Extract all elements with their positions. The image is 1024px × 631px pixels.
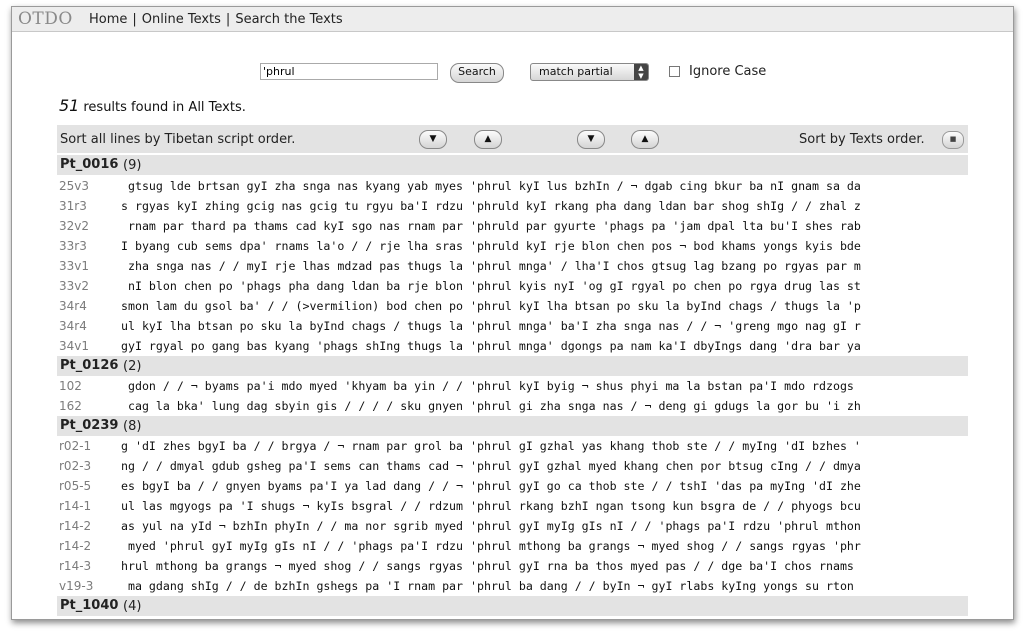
line-reference-link[interactable]: 33v2 [59,279,90,293]
results-summary [59,96,246,115]
kwic-line: es bgyI ba / / gnyen byams pa'I ya lad dang / / ¬ 'phrul gyI go ca thob ste / / tshI 'das pa myIng 'dI zhe [121,479,861,493]
kwic-line: ul las mgyogs pa 'I shugs ¬ kyIs bsgral / / rdzum 'phrul rkang bzhI ngan tsong kun bsgra de / / phyogs bcu [121,499,861,513]
search-button[interactable]: Search [450,63,504,83]
result-row [59,516,967,536]
text-group-header [57,596,968,616]
line-reference-link[interactable]: r02-1 [59,439,92,453]
line-reference-link[interactable]: r14-1 [59,499,92,513]
kwic-line: as yul na yId ¬ bzhIn phyIn / / ma nor sgrib myed 'phrul gyI myIg gIs nI / / 'phags pa'I rdzu 'phrul mthon [121,519,861,533]
nav-search-texts-link[interactable]: Search the Texts [235,12,343,27]
result-row [59,316,967,336]
result-row [59,276,967,296]
kwic-line: s rgyas kyI zhing gcig nas gcig tu rgyu ba'I rdzu 'phruld kyI rkang pha dang ldan bar shog shIg / / zhal z [121,199,861,213]
group-name[interactable]: Pt_0239 [60,418,119,433]
nav-separator: | [132,12,137,27]
result-row [59,436,967,456]
kwic-line: gyI rgyal po gang bas kyang 'phags shIng thugs la 'phrul mnga' dgongs pa nam ka'I dbyIngs dang 'dra bar ya [121,339,861,353]
result-row [59,256,967,276]
sort-right-context-descending-button[interactable]: ▼ [577,130,605,149]
search-input[interactable] [260,63,438,80]
line-reference-link[interactable]: 31r3 [59,199,87,213]
line-reference-link[interactable]: 25v3 [59,179,90,193]
text-group-header [57,155,968,175]
result-row [59,496,967,516]
sort-bar [57,125,968,153]
result-row [59,336,967,356]
kwic-line: cag la bka' lung dag sbyin gis / / / / sku gnyen 'phrul gi zha snga nas / ¬ deng gi gdugs la gor bu 'i zh [121,399,861,413]
nav-separator: | [225,12,231,27]
match-mode-value: match partial [539,65,613,78]
text-group-header [57,416,968,436]
line-reference-link[interactable]: 32v2 [59,219,90,233]
result-row [59,556,967,576]
kwic-line: myed 'phrul gyI myIg gIs nI / / 'phags pa'I rdzu 'phrul mthong ba grangs ¬ myed shog / / sangs rgyas 'phr [121,539,861,553]
line-reference-link[interactable]: 33v1 [59,259,90,273]
kwic-line: ul kyI lha btsan po sku la byInd chags / thugs la 'phrul mnga' ba'I zha snga nas / / ¬ 'greng mgo nag gI r [121,319,861,333]
sort-right-context-ascending-button[interactable]: ▲ [631,130,659,149]
result-row [59,536,967,556]
sort-left-context-descending-button[interactable]: ▼ [419,130,447,149]
kwic-line: rnam par thard pa thams cad kyI sgo nas rnam par 'phruld par gyurte 'phags pa 'jam dpal lta bu'I shes rab [121,219,861,233]
line-reference-link[interactable]: 34r4 [59,319,87,333]
kwic-line: zha snga nas / / myI rje lhas mdzad pas thugs la 'phrul mnga' / lha'I chos gtsug lag bzang po rgyas par m [121,259,861,273]
ignore-case-label: Ignore Case [689,64,767,79]
kwic-line: I byang cub sems dpa' rnams la'o / / rje lha sras 'phruld kyI rje blon chen pos ¬ bod khams yongs kyis bde [121,239,861,253]
sort-texts-order-button[interactable]: ■ [942,131,964,149]
group-count: (2) [123,359,142,374]
nav-online-texts-link[interactable]: Online Texts [141,12,221,27]
nav-home-link[interactable]: Home [89,12,128,27]
select-arrows-icon: ▲ ▼ [634,64,648,80]
result-row [59,296,967,316]
sort-left-context-ascending-button[interactable]: ▲ [474,130,502,149]
result-row [59,396,967,416]
main-nav [89,12,343,27]
results-count: 51 [59,96,80,115]
result-row [59,376,967,396]
group-name[interactable]: Pt_0016 [60,157,119,172]
match-mode-select[interactable] [530,63,649,81]
result-row [59,216,967,236]
otdo-logo[interactable]: OTDO [18,9,73,29]
line-reference-link[interactable]: r02-3 [59,459,92,473]
kwic-line: ma gdang shIg / / de bzhIn gshegs pa 'I rnam par 'phrul ba dang / / byIn ¬ gyI rlabs kyIng yongs su rton [121,579,854,593]
line-reference-link[interactable]: r14-3 [59,559,92,573]
line-reference-link[interactable]: 34v1 [59,339,90,353]
line-reference-link[interactable]: 33r3 [59,239,87,253]
line-reference-link[interactable]: 34r4 [59,299,87,313]
result-row [59,236,967,256]
line-reference-link[interactable]: v19-3 [59,579,94,593]
line-reference-link[interactable]: 162 [59,399,82,413]
group-count: (4) [123,599,142,614]
kwic-line: g 'dI zhes bgyI ba / / brgya / ¬ rnam par grol ba 'phrul gI gzhal yas khang thob ste / / myIng 'dI bzhes ' [121,439,861,453]
result-row [59,576,967,596]
top-navigation-bar [12,7,1013,32]
line-reference-link[interactable]: r14-2 [59,519,92,533]
kwic-line: ng / / dmyal gdub gsheg pa'I sems can thams cad ¬ 'phrul gyI gzhal myed khang chen por btsug cIng / / dmya [121,459,861,473]
browser-window [11,6,1014,620]
sort-texts-label: Sort by Texts order. [799,132,925,147]
line-reference-link[interactable]: 102 [59,379,82,393]
kwic-line: smon lam du gsol ba' / / (>vermilion) bod chen po 'phrul kyI lha btsan po sku la byInd chags / thugs la 'p [121,299,861,313]
ignore-case-checkbox[interactable] [669,66,680,77]
result-row [59,456,967,476]
text-group-header [57,356,968,376]
result-row [59,476,967,496]
sort-tibetan-label: Sort all lines by Tibetan script order. [60,132,296,147]
group-name[interactable]: Pt_1040 [60,598,119,613]
group-name[interactable]: Pt_0126 [60,358,119,373]
line-reference-link[interactable]: r14-2 [59,539,92,553]
line-reference-link[interactable]: r05-5 [59,479,92,493]
results-text: results found in All Texts. [83,100,246,115]
result-row [59,176,967,196]
kwic-line: nI blon chen po 'phags pha dang ldan ba rje blon 'phrul kyis nyI 'og gI rgyal po chen po rgya drug las st [121,279,861,293]
group-count: (8) [123,419,142,434]
kwic-line: gdon / / ¬ byams pa'i mdo myed 'khyam ba yin / / 'phrul kyI byig ¬ shus phyi ma la bstan pa'I mdo rdzogs [121,379,854,393]
kwic-line: hrul mthong ba grangs ¬ myed shog / / sangs rgyas 'phrul gyI rna ba thos myed pas / / dge ba'I chos rnams [121,559,854,573]
kwic-line: gtsug lde brtsan gyI zha snga nas kyang yab myes 'phrul kyI lus bzhIn / ¬ dgab cing bkur ba nI gnam sa da [121,179,861,193]
result-row [59,196,967,216]
group-count: (9) [123,158,142,173]
